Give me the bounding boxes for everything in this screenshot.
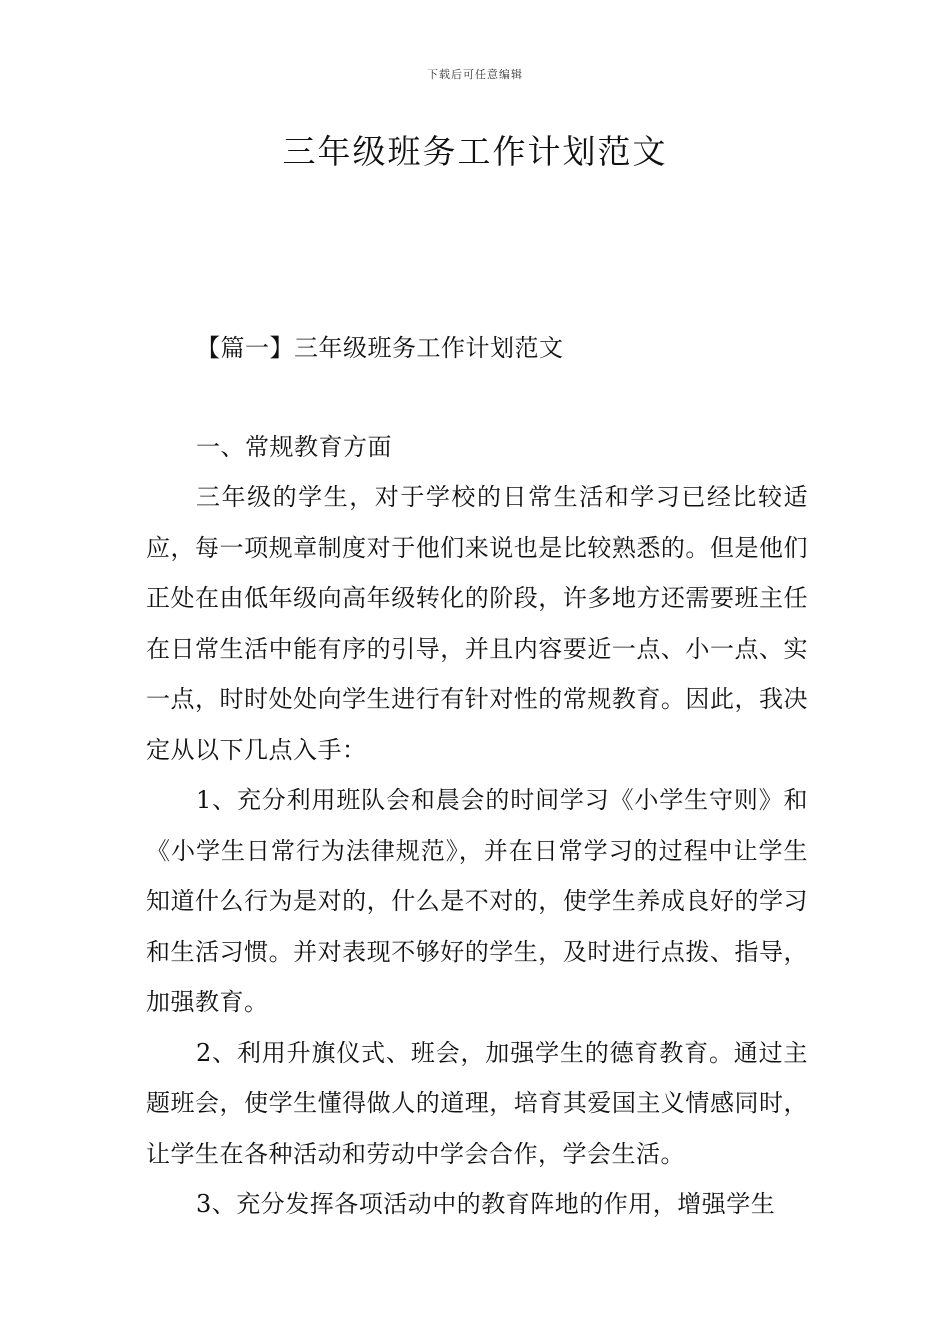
document-title: 三年级班务工作计划范文 xyxy=(282,132,668,171)
body-text xyxy=(146,472,808,1230)
paragraph: 2、利用升旗仪式、班会，加强学生的德育教育。通过主题班会，使学生懂得做人的道理，培育其爱国主义情感同时，让学生在各种活动和劳动中学会合作，学会生活。 xyxy=(146,1038,808,1168)
paragraph: 三年级的学生，对于学校的日常生活和学习已经比较适应，每一项规章制度对于他们来说也是比较熟悉的。但是他们正处在由低年级向高年级转化的阶段，许多地方还需要班主任在日常生活中能有序的引导，并且内容要近一点、小一点、实一点，时时处处向学生进行有针对性的常规教育。因此，我决定从以下几点入手： xyxy=(146,483,808,764)
part-heading: 【篇一】三年级班务工作计划范文 xyxy=(196,334,564,362)
paragraph: 3、充分发挥各项活动中的教育阵地的作用，增强学生 xyxy=(196,1190,776,1218)
paragraph: 1、充分利用班队会和晨会的时间学习《小学生守则》和《小学生日常行为法律规范》，并在日常学习的过程中让学生知道什么行为是对的，什么是不对的，使学生养成良好的学习和生活习惯。并对表现不够好的学生，及时进行点拨、指导，加强教育。 xyxy=(146,786,808,1016)
header-note: 下载后可任意编辑 xyxy=(427,68,523,81)
section-heading: 一、常规教育方面 xyxy=(196,433,392,461)
